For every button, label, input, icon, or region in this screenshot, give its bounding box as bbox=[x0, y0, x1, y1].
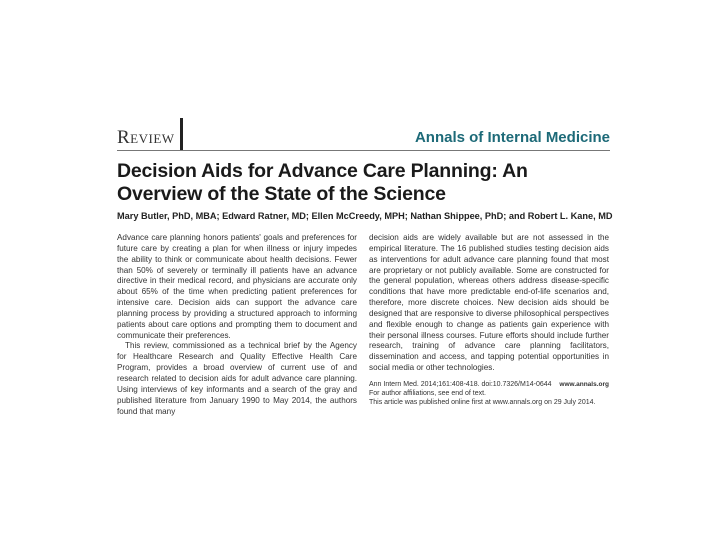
journal-header bbox=[117, 118, 610, 150]
journal-url: www.annals.org bbox=[559, 380, 609, 388]
abstract-paragraph: Advance care planning honors patients' goals and preferences for future care by creating a plan for when illness or injury impedes the ability to think or communicate about health decisions. Fewer than 50% of severely or terminally ill patients have an advance directive in their medical record, and physicians are accurate only about 65% of the time when predicting patient preferences for intensive care. Decision aids can support the advance care planning process by providing a structured approach to informing patients about care options and prompting them to document and communicate their preferences. bbox=[117, 233, 357, 340]
author-list: Mary Butler, PhD, MBA; Edward Ratner, MD; Ellen McCreedy, MPH; Nathan Shippee, PhD; and Robert L. Kane, MD bbox=[117, 211, 613, 221]
abstract-paragraph: decision aids are widely available but are not assessed in the empirical literature. The 16 published studies testing decision aids as interventions for adult advance care planning found that most are proprietary or not publicly available. Some are constructed for the general population, whereas others address disease-specific conditions that have more predictable end-of-life scenarios and, therefore, more discrete choices. New decision aids should be designed that are responsive to diverse philosophical perspectives and flexible enough to change as patients gain experience with their personal illness courses. Future efforts should include further research, training of advance care planning facilitators, dissemination and access, and tapping potential opportunities in social media or other technologies. bbox=[369, 233, 609, 373]
citation-reference: Ann Intern Med. 2014;161:408-418. doi:10.7326/M14-0644 bbox=[369, 380, 552, 388]
abstract-paragraph: This review, commissioned as a technical brief by the Agency for Healthcare Research and Quality Effective Health Care Program, provides a broad overview of current use of and research related to decision aids for adult advance care planning. Using interviews of key informants and a search of the gray and published literature from January 1990 to May 2014, the authors found that many bbox=[117, 341, 357, 416]
citation-line bbox=[369, 380, 609, 389]
header-rule bbox=[117, 150, 610, 151]
affiliations-note: For author affiliations, see end of text. bbox=[369, 389, 486, 397]
abstract-right-column bbox=[369, 233, 609, 407]
abstract-left-column bbox=[117, 233, 357, 417]
journal-name: Annals of Internal Medicine bbox=[414, 129, 610, 146]
article-title: Decision Aids for Advance Care Planning: An Overview of the State of the Science bbox=[117, 160, 528, 205]
section-label: Review bbox=[117, 127, 175, 148]
header-divider bbox=[180, 118, 183, 150]
publication-note: This article was published online first at www.annals.org on 29 July 2014. bbox=[369, 398, 596, 406]
